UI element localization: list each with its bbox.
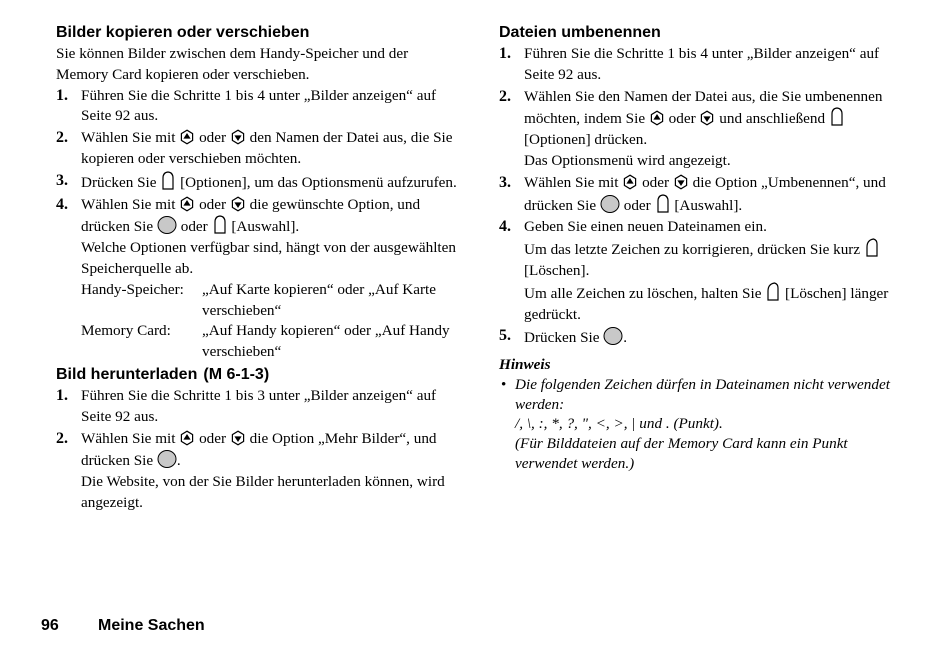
nav-up-key-icon [179, 430, 195, 446]
step-2: 2. Wählen Sie mit oder die Option „Mehr Bilder“, und drücken Sie . Die Website, von der Sie Bilder herunterladen können, wird angezeigt. [56, 429, 445, 511]
nav-down-key-icon [699, 110, 715, 126]
left-softkey-icon [765, 282, 781, 301]
nav-up-key-icon [179, 129, 195, 145]
page-footer [41, 617, 205, 635]
step-2: 2. Wählen Sie den Namen der Datei aus, die Sie umbenennen möchten, indem Sie oder und anschließend [Optionen] drücken. Das Optionsmenü wird angezeigt. [499, 87, 883, 169]
nav-up-key-icon [179, 196, 195, 212]
hint-text: • Die folgenden Zeichen dürfen in Dateinamen nicht verwendet werden: /, \, :, *, ?, ", <, >, | und . (Punkt). (Für Bilddateien auf der Memory Card kann ein Punkt verwendet werden.) [501, 376, 890, 472]
nav-up-key-icon [622, 174, 638, 190]
right-softkey-icon [212, 215, 228, 234]
nav-down-key-icon [673, 174, 689, 190]
option-row: Memory Card: „Auf Handy kopieren“ oder „Auf Handy verschieben“ [81, 322, 450, 361]
steps-rename [499, 44, 911, 349]
center-key-icon [600, 194, 620, 214]
right-softkey-icon [160, 171, 176, 190]
nav-down-key-icon [230, 129, 246, 145]
bullet-icon: • [501, 376, 507, 394]
step-3: 3. Wählen Sie mit oder die Option „Umbenennen“, und drücken Sie oder [Auswahl]. [499, 173, 886, 214]
right-softkey-icon [829, 107, 845, 126]
step-4: 4. Wählen Sie mit oder die gewünschte Option, und drücken Sie oder [Auswahl]. Welche Optionen verfügbar sind, hängt von der ausgewählten Speicherquelle ab. Handy-Speicher: „Auf Karte kopieren“ oder „Auf Karte verschieben“ Memory Card: „Auf Handy kopieren“ oder „Auf Handy verschieben“ [56, 195, 464, 363]
right-column [499, 24, 911, 473]
nav-up-key-icon [649, 110, 665, 126]
steps-download [56, 386, 464, 514]
hint-title: Hinweis [499, 356, 551, 374]
chapter-name: Meine Sachen [98, 617, 205, 634]
option-row: Handy-Speicher: „Auf Karte kopieren“ oder „Auf Karte verschieben“ [81, 280, 437, 319]
center-key-icon [603, 326, 623, 346]
section-title-rename: Dateien umbenennen [499, 24, 661, 41]
step-4: 4. Geben Sie einen neuen Dateinamen ein. Um das letzte Zeichen zu korrigieren, drücken Sie kurz [Löschen]. Um alle Zeichen zu löschen, halten Sie [Löschen] länger gedrückt. [499, 218, 889, 323]
nav-down-key-icon [230, 196, 246, 212]
step-1: 1. Führen Sie die Schritte 1 bis 4 unter „Bilder anzeigen“ auf Seite 92 aus. [56, 86, 437, 125]
step-3: 3. Drücken Sie [Optionen], um das Optionsmenü aufzurufen. [56, 171, 457, 191]
step-1: 1. Führen Sie die Schritte 1 bis 3 unter „Bilder anzeigen“ auf Seite 92 aus. [56, 386, 437, 425]
section-title-copy-move: Bilder kopieren oder verschieben [56, 24, 310, 41]
nav-down-key-icon [230, 430, 246, 446]
right-softkey-icon [655, 194, 671, 213]
section-intro: Sie können Bilder zwischen dem Handy-Speicher und der Memory Card kopieren oder verschieben. [56, 45, 409, 83]
steps-copy-move [56, 86, 464, 363]
left-softkey-icon [864, 238, 880, 257]
section-title-download: Bild herunterladen (M 6-1-3) [56, 365, 270, 383]
menu-code: (M 6-1-3) [203, 365, 270, 383]
left-column [56, 24, 464, 515]
center-key-icon [157, 215, 177, 235]
page-number: 96 [41, 617, 59, 634]
step-2: 2. Wählen Sie mit oder den Namen der Datei aus, die Sie kopieren oder verschieben möchten. [56, 129, 453, 167]
step-1: 1. Führen Sie die Schritte 1 bis 4 unter „Bilder anzeigen“ auf Seite 92 aus. [499, 45, 880, 83]
step-5: 5. Drücken Sie . [499, 327, 628, 347]
center-key-icon [157, 449, 177, 469]
